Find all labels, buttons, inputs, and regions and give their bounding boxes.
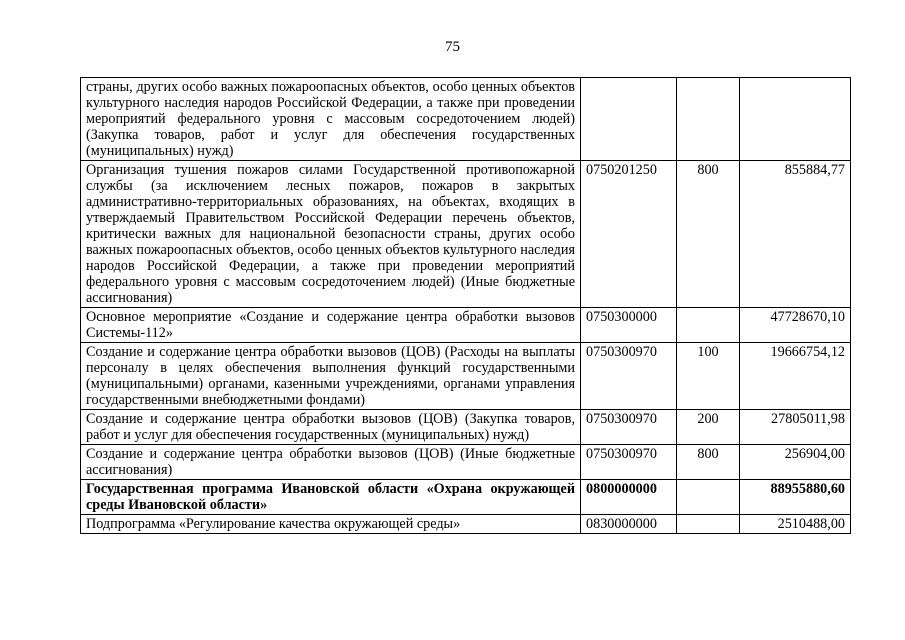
row-description: страны, других особо важных пожароопасных объектов, особо ценных объектов культурного наследия народов Российской Федерации, а также при проведении мероприятий федерального уровня с массовым сосредоточением людей) (Закупка товаров, работ и услуг для обеспечения государственных (муниципальных) нужд) xyxy=(81,78,581,161)
row-expense-type: 100 xyxy=(677,343,740,410)
budget-table xyxy=(80,77,851,534)
row-description: Создание и содержание центра обработки вызовов (ЦОВ) (Иные бюджетные ассигнования) xyxy=(81,445,581,480)
row-amount xyxy=(740,78,851,161)
table-row xyxy=(81,445,851,480)
row-amount: 2510488,00 xyxy=(740,515,851,534)
table-row xyxy=(81,308,851,343)
row-amount: 256904,00 xyxy=(740,445,851,480)
row-code: 0750300970 xyxy=(581,343,677,410)
page-number: 75 xyxy=(445,39,460,55)
row-code: 0830000000 xyxy=(581,515,677,534)
row-code: 0800000000 xyxy=(581,480,677,515)
table-row xyxy=(81,161,851,308)
table-row xyxy=(81,78,851,161)
table-row xyxy=(81,480,851,515)
row-description: Создание и содержание центра обработки вызовов (ЦОВ) (Закупка товаров, работ и услуг для обеспечения государственных (муниципальных) нужд) xyxy=(81,410,581,445)
row-code: 0750300970 xyxy=(581,445,677,480)
row-amount: 19666754,12 xyxy=(740,343,851,410)
row-amount: 27805011,98 xyxy=(740,410,851,445)
row-code: 0750300970 xyxy=(581,410,677,445)
budget-table-body xyxy=(81,78,851,534)
row-expense-type xyxy=(677,515,740,534)
table-row xyxy=(81,410,851,445)
row-expense-type xyxy=(677,480,740,515)
row-description: Создание и содержание центра обработки вызовов (ЦОВ) (Расходы на выплаты персоналу в целях обеспечения выполнения функций государственными (муниципальными) органами, казенными учреждениями, органами управления государственными внебюджетными фондами) xyxy=(81,343,581,410)
table-row xyxy=(81,343,851,410)
table-row xyxy=(81,515,851,534)
row-code xyxy=(581,78,677,161)
row-description: Подпрограмма «Регулирование качества окружающей среды» xyxy=(81,515,581,534)
row-expense-type: 800 xyxy=(677,161,740,308)
row-amount: 88955880,60 xyxy=(740,480,851,515)
row-description: Организация тушения пожаров силами Государственной противопожарной службы (за исключением лесных пожаров, пожаров в закрытых административно-территориальных образованиях, на объектах, входящих в утверждаемый Правительством Российской Федерации перечень объектов, критически важных для национальной безопасности страны, других особо важных пожароопасных объектов, особо ценных объектов культурного наследия народов Российской Федерации, а также при проведении мероприятий федерального уровня с массовым сосредоточением людей) (Иные бюджетные ассигнования) xyxy=(81,161,581,308)
row-description: Государственная программа Ивановской области «Охрана окружающей среды Ивановской области» xyxy=(81,480,581,515)
row-amount: 855884,77 xyxy=(740,161,851,308)
row-amount: 47728670,10 xyxy=(740,308,851,343)
row-expense-type xyxy=(677,308,740,343)
row-code: 0750201250 xyxy=(581,161,677,308)
row-expense-type: 200 xyxy=(677,410,740,445)
row-code: 0750300000 xyxy=(581,308,677,343)
row-expense-type xyxy=(677,78,740,161)
row-expense-type: 800 xyxy=(677,445,740,480)
row-description: Основное мероприятие «Создание и содержание центра обработки вызовов Системы-112» xyxy=(81,308,581,343)
